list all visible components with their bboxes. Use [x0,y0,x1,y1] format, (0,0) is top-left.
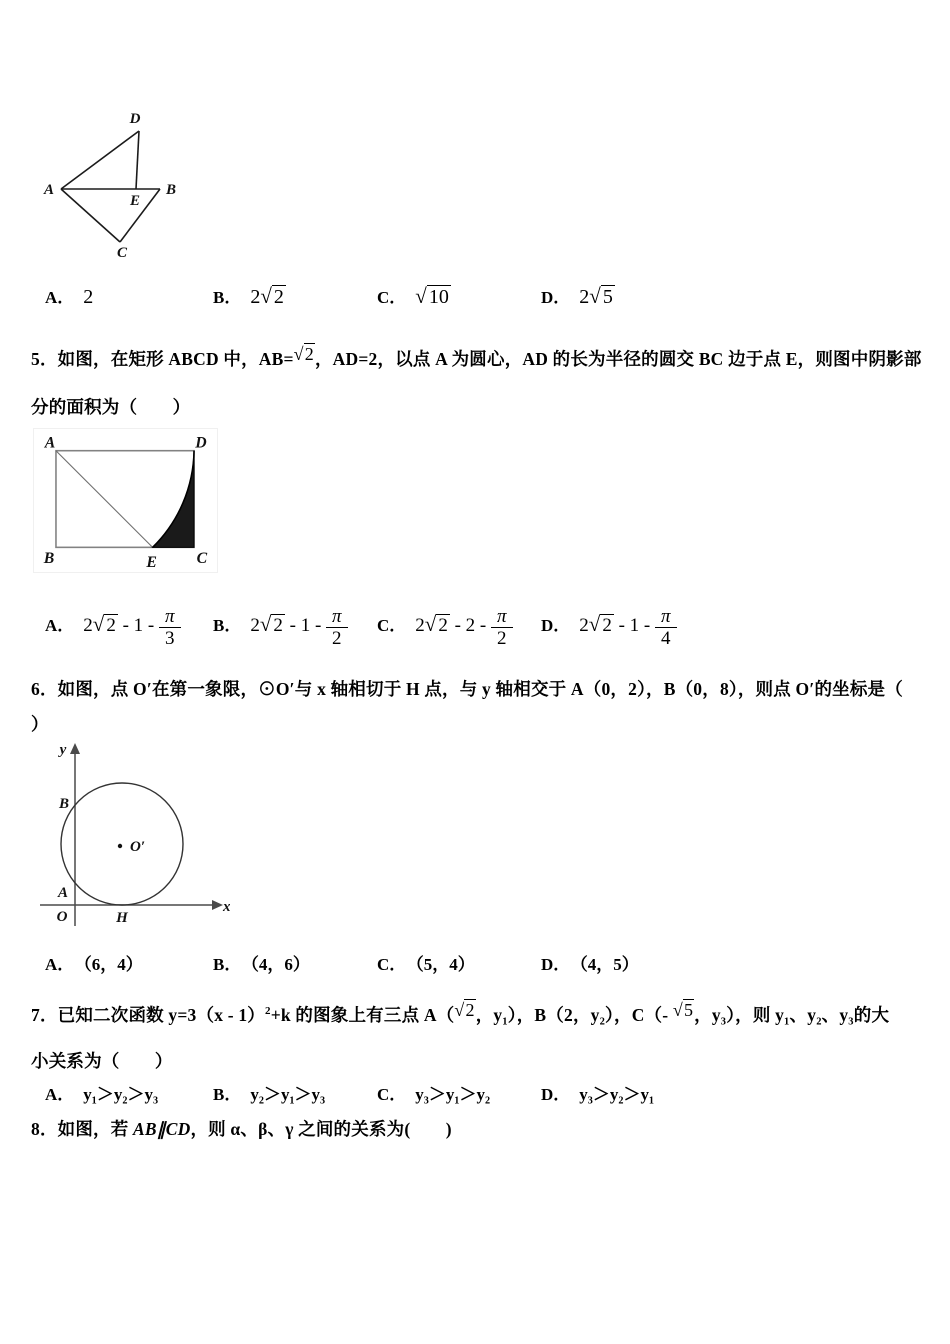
question-8-text [31,1116,452,1141]
point-label-B: B [58,796,70,812]
point-label-D: D [129,111,141,127]
option-value: 2√ 2 - 1 - [579,612,655,637]
q7-text-1: 7．已知二次函数 y=3（x - 1） [31,1005,265,1025]
option-value: 2√ 5 [579,284,613,308]
pi-fraction: $\frac{\pi}{2}$ [491,606,513,650]
radical-sign: √ [260,284,272,308]
option-letter: A． [45,288,75,307]
point-label-H: H [116,910,128,926]
segment-AE [56,451,153,548]
exponent: 2 [264,1005,271,1017]
segment-AC [61,189,120,242]
option-letter: D． [541,616,571,636]
q7-text-2: +k 的图象上有三点 A（ [270,1005,455,1025]
q7-option-b [213,1080,334,1105]
q5-option-a [45,606,181,650]
q8-text-2: ，则 α、β、γ 之间的关系为( ) [190,1119,452,1139]
radical-sign: √ [259,612,272,637]
circle-O-prime [61,783,183,905]
option-text: （6，4） [83,955,143,974]
question-6-text-line2: ） [31,714,49,734]
option-letter: D． [541,955,571,974]
option-value: 2√ 2 - 1 - [83,612,159,637]
pi-fraction: $\frac{\pi}{3}$ [159,606,181,650]
origin-label-O: O [56,909,68,925]
q8-math-italic: AB∥CD [133,1119,191,1139]
option-text: （4，5） [579,955,639,974]
q6-option-c [377,950,484,975]
q5-text-a: 5．如图，在矩形 ABCD 中，AB= [31,349,294,369]
x-axis-arrow [212,900,223,910]
option-letter: B． [213,288,242,307]
question-6-text-line1: 6．如图，点 O′在第一象限，⊙O′与 x 轴相切于 H 点，与 y 轴相交于 A（0，2），B（0，8），则点 O′的坐标是（ [31,679,903,699]
question-5-text-line2: 分的面积为（ ） [31,397,191,417]
point-label-O-prime: O′ [130,839,146,855]
center-dot [118,844,122,848]
q6-option-a [45,950,152,975]
pi-fraction: $\frac{\pi}{2}$ [326,606,348,650]
axis-label-y: y [59,742,67,758]
point-label-E: E [129,193,141,209]
point-label-D: D [195,434,207,452]
option-text: （5，4） [415,955,475,974]
y-axis-arrow [70,743,80,754]
segment-DE [136,131,139,189]
question-7-text-line2: 小关系为（ ） [31,1051,173,1071]
q7-option-c [377,1080,499,1105]
option-text: y₂＞y₁＞y₃ [250,1085,326,1104]
question-5-text-line1 [31,344,922,371]
axis-label-x: x [223,899,230,915]
q5-option-b [213,606,348,650]
point-label-A: A [44,434,56,452]
q5-text-b: ，AD=2，以点 A 为圆心，AD 的长为半径的圆交 BC 边于点 E，则图中阴影部 [314,349,922,369]
q4-option-c [377,283,451,309]
segment-AD [61,131,139,189]
option-letter: B． [213,616,242,636]
q6-option-d [541,950,648,975]
point-label-A: A [43,182,55,198]
sqrt-expression [673,999,694,1020]
point-label-C: C [196,550,208,568]
q6-circle-figure [30,738,230,928]
point-label-C: C [116,245,128,261]
q4-triangle-figure [38,104,188,264]
point-label-E: E [146,554,157,572]
radicand: 10 [428,286,449,308]
point-label-B: B [43,550,55,568]
sqrt-expression [294,343,315,364]
q5-option-c [377,606,513,650]
option-letter: C． [377,1085,407,1104]
q5-option-d [541,606,677,650]
option-text: y₁＞y₂＞y₃ [83,1085,159,1104]
q4-option-b [213,283,286,309]
point-label-A: A [57,885,69,901]
radicand: 5 [683,1000,694,1020]
option-letter: A． [45,955,75,974]
radical-sign: √ [672,1000,683,1020]
option-text: （4，6） [250,955,310,974]
option-letter: A． [45,1085,75,1104]
point-label-B: B [165,182,177,198]
q4-option-d [541,283,615,309]
q4-options-row [0,283,950,329]
option-letter: C． [377,288,407,307]
radical-sign: √ [589,284,601,308]
option-letter: A． [45,616,75,636]
option-value: 2 [83,286,94,308]
option-value [415,286,451,308]
radicand: 2 [438,615,448,637]
radicand: 2 [106,615,116,637]
q6-option-b [213,950,319,975]
q5-options-row [0,596,950,648]
radical-sign: √ [92,612,105,637]
radical-sign: √ [424,612,437,637]
q4-figure-lines [61,131,160,242]
radicand: 2 [273,286,284,308]
q7-text-4: ，y₃），则 y₁、y₂、y₃的大 [694,1005,890,1025]
q7-text-3: ，y₁），B（2，y₂），C（- [475,1005,673,1025]
radical-sign: √ [293,344,304,364]
q5-rectangle-figure [33,428,218,573]
radicand: 2 [602,615,612,637]
option-letter: C． [377,955,407,974]
q7-option-a [45,1080,167,1105]
radical-sign: √ [415,284,427,308]
q8-text-1: 8．如图，若 [31,1119,134,1139]
option-letter: C． [377,616,407,636]
option-value: 2√ 2 [250,284,284,308]
shaded-region [153,451,194,548]
option-letter: D． [541,288,571,307]
radical-sign: √ [588,612,601,637]
sqrt-expression [454,999,475,1020]
q4-option-a [45,283,93,309]
option-text: y₃＞y₂＞y₁ [579,1085,655,1104]
option-letter: B． [213,1085,242,1104]
radicand: 2 [273,615,283,637]
q6-options-row [0,950,950,996]
option-letter: B． [213,955,242,974]
q7-option-d [541,1080,663,1105]
radicand: 5 [602,286,613,308]
pi-fraction: $\frac{\pi}{4}$ [655,606,677,650]
question-7-text-line1 [31,1000,889,1027]
option-value: 2√ 2 - 2 - [415,612,491,637]
option-value: 2√ 2 - 1 - [250,612,327,637]
option-text: y₃＞y₁＞y₂ [415,1085,491,1104]
radical-sign: √ [454,1000,465,1020]
radicand: 2 [304,344,314,364]
option-letter: D． [541,1085,571,1104]
radicand: 2 [465,1000,475,1020]
